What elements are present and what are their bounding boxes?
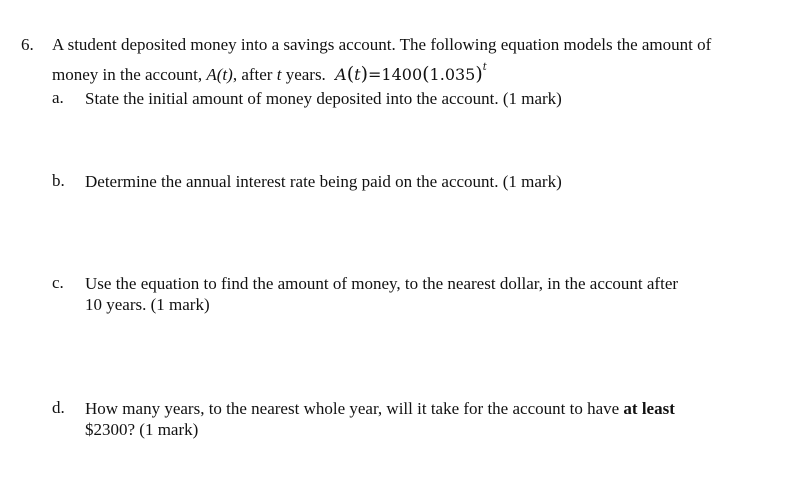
equation-arg: t [354,65,361,84]
part-text: State the initial amount of money deposited into the account. (1 mark) [85,89,562,108]
stem-function: A(t) [206,65,233,84]
stem-text: , after [232,65,277,84]
part-text [85,398,765,440]
part-text-bold: at least [623,399,675,418]
stem-text: years. [281,65,326,84]
equation-lhs: A [335,65,347,84]
equation-rhs: =1400 [368,65,423,84]
part-letter: d. [52,398,65,417]
part-text [85,273,765,315]
question-stem-line2 [52,62,487,85]
stem-text: money in the account, [52,65,207,84]
part-text: Determine the annual interest rate being paid on the account. (1 mark) [85,172,562,191]
part-letter: b. [52,171,65,190]
part-text-line1 [85,398,765,419]
part-letter: a. [52,88,64,107]
part-text-line1: Use the equation to find the amount of money, to the nearest dollar, in the account after [85,274,679,293]
question-number: 6. [21,35,34,54]
question-stem-line1: A student deposited money into a savings account. The following equation models the amount of [52,35,712,54]
equation: $A(t)=1400(1.035)^t$ [335,62,487,85]
equation-exponent: t [482,62,487,73]
part-text-line2: $2300? (1 mark) [85,420,199,439]
part-text-regular: How many years, to the nearest whole year, will it take for the account to have [85,399,624,418]
part-text-line2: 10 years. (1 mark) [85,295,210,314]
stem-variable: t [276,65,282,84]
part-letter: c. [52,273,64,292]
equation-base: 1.035 [429,65,476,84]
